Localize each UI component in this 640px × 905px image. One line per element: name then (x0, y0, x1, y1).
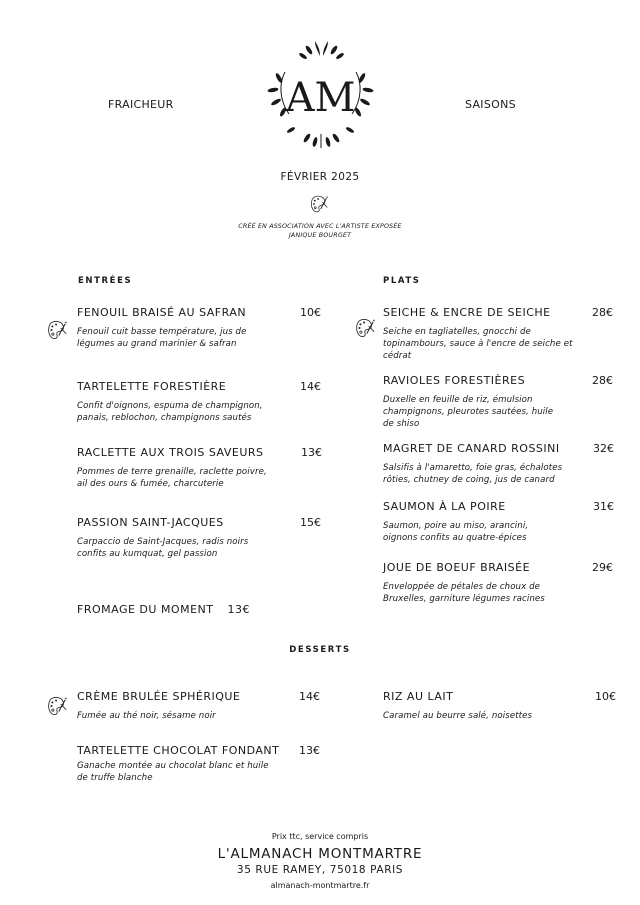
dish-name: PASSION SAINT-JACQUES (77, 516, 224, 529)
dish-name: RACLETTE AUX TROIS SAVEURS (77, 446, 264, 459)
menu-item (77, 380, 327, 424)
section-title-plats: PLATS (383, 276, 421, 286)
dish-name: SAUMON À LA POIRE (383, 500, 506, 513)
logo (263, 38, 378, 153)
dish-description: Caramel au beurre salé, noisettes (383, 711, 533, 721)
menu-month: FÉVRIER 2025 (280, 171, 360, 183)
menu-item (383, 374, 633, 430)
dish-price: 28€ (592, 306, 613, 319)
dish-price: 13€ (227, 603, 250, 616)
menu-item (77, 603, 250, 616)
dish-name: FROMAGE DU MOMENT (77, 603, 214, 616)
paint-palette-icon (309, 194, 329, 214)
dish-name: FENOUIL BRAISÉ AU SAFRAN (77, 306, 247, 319)
restaurant-website: almanach-montmartre.fr (270, 881, 370, 890)
dish-price: 14€ (299, 690, 320, 703)
header-right-word: SAISONS (465, 98, 516, 111)
menu-item (383, 561, 633, 605)
dish-name: TARTELETTE FORESTIÈRE (77, 380, 227, 393)
dish-description: Fumée au thé noir, sésame noir (77, 711, 216, 721)
dish-price: 10€ (300, 306, 321, 319)
menu-item (77, 744, 327, 784)
restaurant-name: L'ALMANACH MONTMARTRE (217, 846, 423, 862)
dish-name: MAGRET DE CANARD ROSSINI (383, 442, 560, 455)
dish-description: Confit d'oignons, espuma de champignon, panais, reblochon, champignons sautés (77, 401, 263, 423)
artist-collab-note (0, 222, 640, 240)
dish-name: RIZ AU LAIT (383, 690, 454, 703)
menu-item (383, 500, 633, 544)
dish-price: 28€ (592, 374, 613, 387)
paint-palette-icon (46, 318, 68, 342)
dish-price: 15€ (300, 516, 321, 529)
menu-item (77, 516, 327, 560)
collab-line-1: CRÉÉ EN ASSOCIATION AVEC L'ARTISTE EXPOSÉE (238, 223, 402, 230)
dish-description: Salsifis à l'amaretto, foie gras, échalotes rôties, chutney de coing, jus de canard (383, 463, 563, 485)
dish-price: 10€ (595, 690, 616, 703)
dish-price: 14€ (300, 380, 321, 393)
dish-price: 31€ (593, 500, 614, 513)
menu-item (383, 306, 633, 362)
section-title-desserts: DESSERTS (289, 645, 351, 655)
dish-description: Pommes de terre grenaille, raclette poivre, ail des ours & fumée, charcuterie (77, 467, 267, 489)
dish-name: CRÈME BRULÉE SPHÉRIQUE (77, 690, 241, 703)
dish-description: Fenouil cuit basse température, jus de légumes au grand marinier & safran (77, 327, 247, 349)
menu-item (77, 446, 327, 490)
dish-name: TARTELETTE CHOCOLAT FONDANT (77, 744, 280, 757)
laurel-wreath-icon (263, 38, 378, 153)
dish-description: Enveloppée de pétales de choux de Bruxelles, garniture légumes racines (383, 582, 545, 604)
paint-palette-icon (354, 316, 376, 340)
header-left-word: FRAICHEUR (108, 98, 174, 111)
dish-price: 32€ (593, 442, 614, 455)
menu-item (383, 442, 633, 486)
dish-description: Ganache montée au chocolat blanc et huile de truffe blanche (77, 761, 269, 783)
dish-price: 13€ (299, 744, 320, 757)
restaurant-address: 35 RUE RAMEY, 75018 PARIS (236, 864, 404, 876)
dish-name: JOUE DE BOEUF BRAISÉE (383, 561, 531, 574)
dish-price: 29€ (592, 561, 613, 574)
menu-item (383, 690, 633, 722)
dish-price: 13€ (301, 446, 322, 459)
dish-description: Carpaccio de Saint-Jacques, radis noirs confits au kumquat, gel passion (77, 537, 249, 559)
dish-description: Seiche en tagliatelles, gnocchi de topinambours, sauce à l'encre de seiche et cédrat (383, 327, 573, 361)
collab-line-2: JANIQUE BOURGET (288, 232, 352, 239)
dish-description: Saumon, poire au miso, arancini, oignons confits au quatre-épices (383, 521, 529, 543)
dish-name: SEICHE & ENCRE DE SEICHE (383, 306, 551, 319)
dish-description: Duxelle en feuille de riz, émulsion champignons, pleurotes sautées, huile de shiso (383, 395, 554, 429)
dish-name: RAVIOLES FORESTIÈRES (383, 374, 526, 387)
section-title-entrees: ENTRÉES (78, 276, 133, 286)
paint-palette-icon (46, 694, 68, 718)
menu-item (77, 690, 327, 722)
menu-item (77, 306, 327, 350)
price-note: Prix ttc, service compris (271, 832, 369, 841)
logo-letters: AM (285, 75, 356, 121)
